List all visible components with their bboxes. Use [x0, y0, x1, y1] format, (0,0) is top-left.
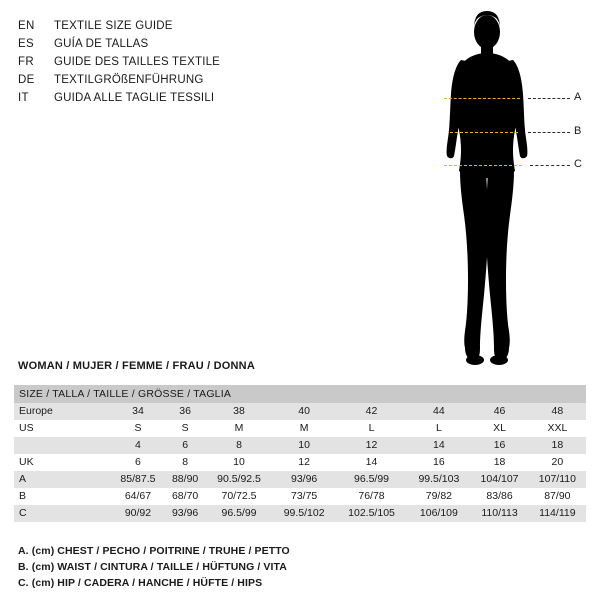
language-code-en: EN [18, 20, 35, 32]
language-title-en: TEXTILE SIZE GUIDE [54, 20, 173, 32]
body-figure [420, 8, 595, 368]
cell: 6 [165, 437, 205, 454]
cell: 36 [165, 403, 205, 420]
cell: 20 [529, 454, 586, 471]
table-header-row [14, 385, 586, 403]
cell: 110/113 [470, 505, 528, 522]
row-label-uk: UK [14, 454, 111, 471]
measure-line-hip-extension [530, 165, 570, 166]
cell: 38 [205, 403, 272, 420]
cell: 12 [336, 437, 408, 454]
row-label-us-numeric [14, 437, 111, 454]
cell: 104/107 [470, 471, 528, 488]
language-code-es: ES [18, 38, 34, 50]
cell: 8 [205, 437, 272, 454]
cell: 48 [529, 403, 586, 420]
cell: S [111, 420, 165, 437]
measure-line-chest-extension [528, 98, 570, 99]
cell: M [273, 420, 336, 437]
cell: 79/82 [407, 488, 470, 505]
cell: 8 [165, 454, 205, 471]
table-row [14, 488, 586, 505]
table-row [14, 471, 586, 488]
cell: 106/109 [407, 505, 470, 522]
cell: 16 [470, 437, 528, 454]
size-table [14, 385, 586, 522]
female-silhouette-icon [420, 8, 595, 368]
cell: 114/119 [529, 505, 586, 522]
language-title-es: GUÍA DE TALLAS [54, 38, 149, 50]
gender-header: WOMAN / MUJER / FEMME / FRAU / DONNA [18, 360, 255, 372]
cell: 76/78 [336, 488, 408, 505]
cell: 40 [273, 403, 336, 420]
language-row-en [18, 17, 318, 35]
language-title-de: TEXTILGRÖßENFÜHRUNG [54, 74, 204, 86]
cell: 96.5/99 [336, 471, 408, 488]
cell: XL [470, 420, 528, 437]
cell: 10 [205, 454, 272, 471]
language-title-it: GUIDA ALLE TAGLIE TESSILI [54, 92, 215, 104]
measure-label-b: B [574, 125, 582, 137]
cell: 10 [273, 437, 336, 454]
cell: XXL [529, 420, 586, 437]
table-row [14, 420, 586, 437]
cell: 99.5/103 [407, 471, 470, 488]
row-label-a: A [14, 471, 111, 488]
measurement-notes [18, 543, 578, 591]
cell: 64/67 [111, 488, 165, 505]
language-code-it: IT [18, 92, 29, 104]
cell: 96.5/99 [205, 505, 272, 522]
cell: 102.5/105 [336, 505, 408, 522]
note-hip: C. (cm) HIP / CADERA / HANCHE / HÜFTE / HIPS [18, 577, 263, 589]
measure-line-chest [444, 98, 520, 99]
cell: 16 [407, 454, 470, 471]
language-code-de: DE [18, 74, 35, 86]
table-header-cell: SIZE / TALLA / TAILLE / GRÖSSE / TAGLIA [14, 385, 586, 403]
cell: 93/96 [273, 471, 336, 488]
cell: 12 [273, 454, 336, 471]
measure-line-hip [444, 165, 522, 166]
cell: L [336, 420, 408, 437]
cell: S [165, 420, 205, 437]
cell: 4 [111, 437, 165, 454]
cell: 90.5/92.5 [205, 471, 272, 488]
language-row-it [18, 89, 318, 107]
table-row [14, 505, 586, 522]
note-waist: B. (cm) WAIST / CINTURA / TAILLE / HÜFTUNG / VITA [18, 561, 287, 573]
cell: 6 [111, 454, 165, 471]
table-row [14, 403, 586, 420]
language-row-de [18, 71, 318, 89]
measure-label-a: A [574, 91, 582, 103]
cell: 14 [336, 454, 408, 471]
cell: 46 [470, 403, 528, 420]
row-label-europe: Europe [14, 403, 111, 420]
language-row-fr [18, 53, 318, 71]
cell: 90/92 [111, 505, 165, 522]
cell: 87/90 [529, 488, 586, 505]
cell: 85/87.5 [111, 471, 165, 488]
cell: 88/90 [165, 471, 205, 488]
row-label-c: C [14, 505, 111, 522]
cell: 83/86 [470, 488, 528, 505]
cell: 68/70 [165, 488, 205, 505]
cell: 34 [111, 403, 165, 420]
cell: 93/96 [165, 505, 205, 522]
cell: 42 [336, 403, 408, 420]
language-titles [18, 17, 318, 107]
language-row-es [18, 35, 318, 53]
table-row [14, 437, 586, 454]
cell: L [407, 420, 470, 437]
cell: 99.5/102 [273, 505, 336, 522]
measure-line-waist-extension [528, 132, 570, 133]
cell: 70/72.5 [205, 488, 272, 505]
language-title-fr: GUIDE DES TAILLES TEXTILE [54, 56, 221, 68]
cell: 18 [529, 437, 586, 454]
cell: 44 [407, 403, 470, 420]
cell: 14 [407, 437, 470, 454]
cell: 73/75 [273, 488, 336, 505]
measure-line-waist [450, 132, 518, 133]
cell: 107/110 [529, 471, 586, 488]
row-label-b: B [14, 488, 111, 505]
note-chest: A. (cm) CHEST / PECHO / POITRINE / TRUHE / PETTO [18, 545, 290, 557]
cell: 18 [470, 454, 528, 471]
row-label-us: US [14, 420, 111, 437]
language-code-fr: FR [18, 56, 34, 68]
measure-label-c: C [574, 158, 582, 170]
table-row [14, 454, 586, 471]
cell: M [205, 420, 272, 437]
